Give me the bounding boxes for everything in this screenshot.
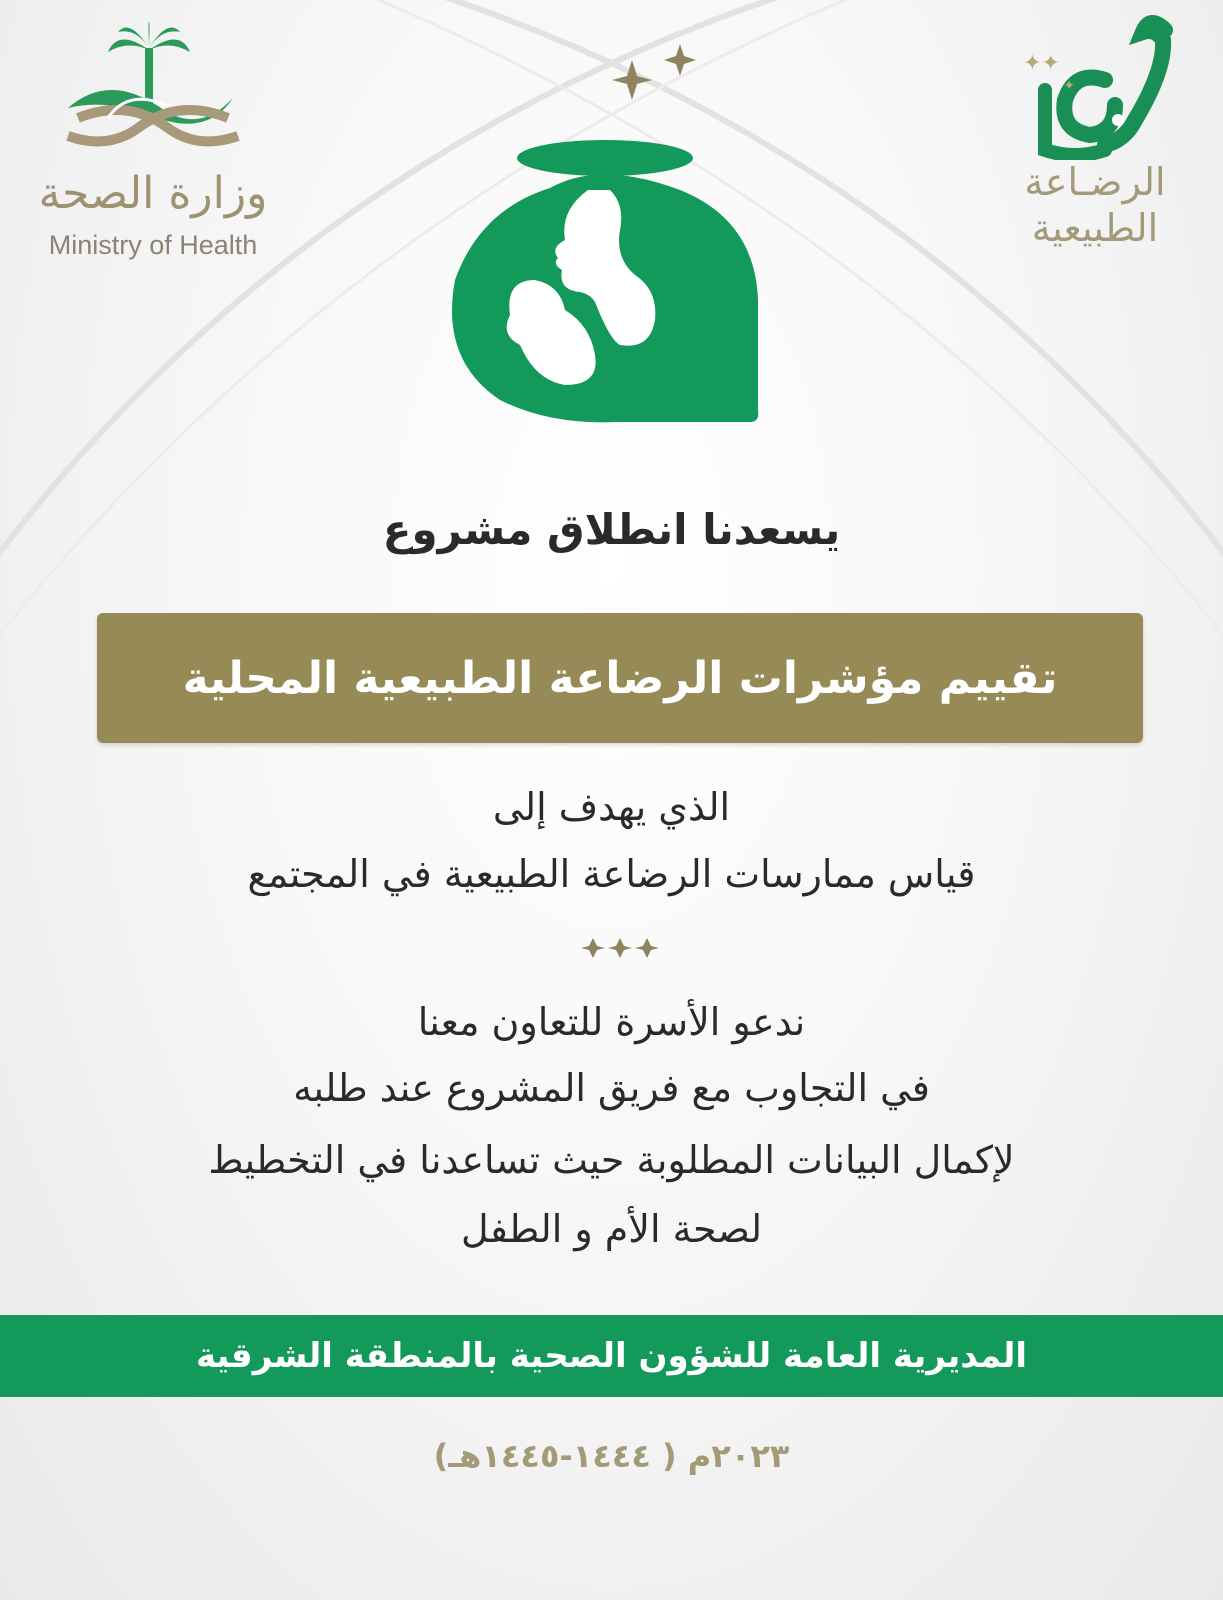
star-divider-icon	[580, 935, 660, 961]
svg-text:✦✦: ✦✦	[1023, 51, 1060, 76]
sparkle-stars-icon	[612, 40, 702, 110]
project-title-banner	[97, 613, 1143, 743]
aim-line-2: قياس ممارسات الرضاعة الطبيعية في المجتمع	[247, 852, 976, 896]
breastfeeding-label-line1: الرضـاعة	[1024, 160, 1166, 204]
invitation-line-2: في التجاوب مع فريق المشروع عند طلبه	[293, 1066, 930, 1110]
project-title: تقييم مؤشرات الرضاعة الطبيعية المحلية	[182, 652, 1058, 704]
date-text: ٢٠٢٣م ( ١٤٤٤-١٤٤٥هـ)	[433, 1437, 790, 1475]
invitation-line-4: لصحة الأم و الطفل	[460, 1207, 763, 1251]
ministry-name-english: Ministry of Health	[48, 230, 258, 260]
ministry-of-health-logo	[18, 18, 288, 258]
mother-child-emblem-icon	[440, 130, 770, 430]
invitation-line-3: لإكمال البيانات المطلوبة حيث تساعدنا في التخطيط	[208, 1138, 1015, 1182]
breastfeeding-logo	[995, 10, 1205, 250]
breastfeeding-label-line2: الطبيعية	[1031, 206, 1159, 250]
breastfeeding-calligraphy-icon	[1015, 10, 1185, 160]
invitation-line-1: ندعو الأسرة للتعاون معنا	[417, 1000, 806, 1044]
aim-line-1: الذي يهدف إلى	[492, 785, 731, 829]
footer-bar	[0, 1315, 1223, 1397]
svg-text:✦: ✦	[1063, 78, 1075, 94]
palm-swords-icon	[48, 18, 258, 168]
ministry-name-arabic: وزارة الصحة	[38, 168, 268, 219]
intro-heading: يسعدنا انطلاق مشروع	[382, 505, 841, 554]
footer-directorate: المديرية العامة للشؤون الصحية بالمنطقة الشرقية	[195, 1336, 1028, 1376]
